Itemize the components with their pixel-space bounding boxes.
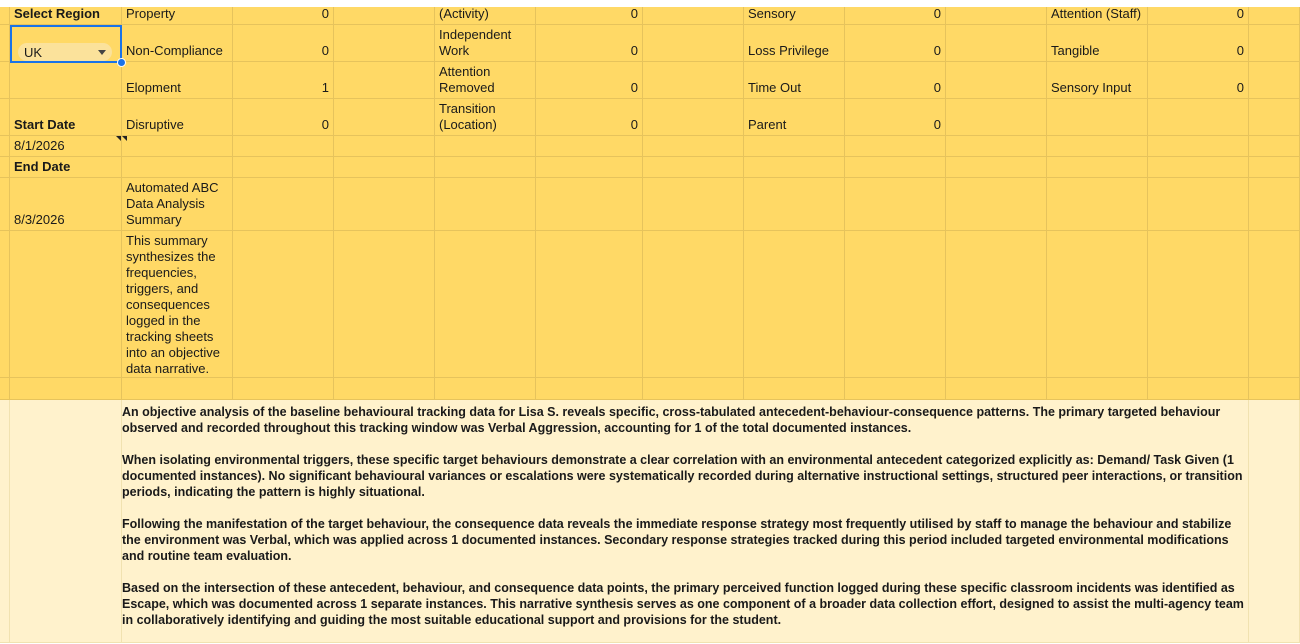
count-cell[interactable]: 0 — [845, 62, 946, 99]
sheet-cell[interactable] — [233, 178, 334, 231]
sheet-cell[interactable] — [946, 136, 1047, 157]
sheet-cell[interactable] — [435, 157, 536, 178]
sheet-cell[interactable] — [536, 136, 643, 157]
sheet-cell[interactable] — [1148, 231, 1249, 378]
sheet-cell[interactable] — [1047, 157, 1148, 178]
end-date-value[interactable]: 8/3/2026 — [10, 178, 122, 231]
sheet-cell[interactable] — [643, 231, 744, 378]
sheet-cell[interactable] — [1047, 178, 1148, 231]
count-cell[interactable]: 0 — [1148, 7, 1249, 25]
sheet-cell[interactable] — [1249, 231, 1300, 378]
category-cell[interactable]: Elopment — [122, 62, 233, 99]
sheet-cell[interactable] — [845, 231, 946, 378]
sheet-cell[interactable] — [1249, 178, 1300, 231]
sheet-cell[interactable] — [0, 99, 10, 136]
narrative-paragraph-3: Following the manifestation of the target behaviour, the consequence data reveals the immediate response strategy most frequently utilised by staff to manage the behaviour and stabilize the environment was Verbal, which was applied across 1 documented instances. Secondary response strategies tracked during this period included targeted environmental modifications and routine team evaluation. — [122, 517, 1232, 563]
sheet-cell[interactable] — [536, 178, 643, 231]
summary-description[interactable]: This summary synthesizes the frequencies, triggers, and consequences logged in the tracking sheets into an objective data narrative. — [122, 231, 233, 378]
sheet-cell[interactable] — [946, 99, 1047, 136]
sheet-cell[interactable] — [845, 178, 946, 231]
sheet-cell[interactable] — [334, 157, 435, 178]
sheet-cell[interactable] — [643, 378, 744, 400]
end-date-label[interactable]: End Date — [10, 157, 122, 178]
sheet-cell[interactable] — [1047, 378, 1148, 400]
sheet-cell[interactable] — [946, 7, 1047, 25]
sheet-cell[interactable] — [643, 136, 744, 157]
category-cell[interactable]: (Activity) — [435, 7, 536, 25]
sheet-cell[interactable] — [536, 157, 643, 178]
sheet-cell[interactable] — [744, 178, 845, 231]
sheet-cell[interactable] — [845, 378, 946, 400]
sheet-cell[interactable] — [233, 136, 334, 157]
sheet-cell[interactable] — [643, 178, 744, 231]
category-cell[interactable]: Disruptive — [122, 99, 233, 136]
category-cell[interactable]: Sensory Input — [1047, 62, 1148, 99]
sheet-cell[interactable] — [845, 136, 946, 157]
select-region-label[interactable]: Select Region — [10, 7, 122, 25]
sheet-cell[interactable] — [946, 178, 1047, 231]
count-cell[interactable]: 0 — [1148, 62, 1249, 99]
narrative-paragraph-2: When isolating environmental triggers, these specific target behaviours demonstrate a clear correlation with an environmental antecedent categorized explicitly as: Demand/ Task Given (1 documented instances). No significant behavioural variances or escalations were systematically recorded during alternative instructional settings, structured peer interactions, or transition periods, indicating the pattern is highly situational. — [122, 453, 1243, 499]
sheet-cell[interactable] — [643, 157, 744, 178]
sheet-cell[interactable] — [122, 136, 233, 157]
sheet-cell[interactable] — [744, 157, 845, 178]
sheet-cell[interactable] — [122, 378, 233, 400]
sheet-cell[interactable] — [122, 157, 233, 178]
grid-top-edge — [0, 0, 1300, 7]
count-cell[interactable]: 0 — [536, 25, 643, 62]
sheet-cell[interactable] — [643, 7, 744, 25]
count-cell[interactable]: 0 — [536, 99, 643, 136]
category-cell[interactable]: Independent Work — [435, 25, 536, 62]
sheet-cell[interactable] — [1249, 99, 1300, 136]
sheet-cell[interactable] — [536, 378, 643, 400]
category-cell[interactable]: Attention Removed — [435, 62, 536, 99]
sheet-cell[interactable] — [233, 157, 334, 178]
start-date-label[interactable]: Start Date — [10, 99, 122, 136]
category-cell[interactable] — [1047, 99, 1148, 136]
category-cell[interactable]: Parent — [744, 99, 845, 136]
sheet-cell[interactable] — [643, 99, 744, 136]
sheet-cell[interactable] — [1249, 378, 1300, 400]
sheet-cell[interactable] — [10, 378, 122, 400]
fill-handle[interactable] — [117, 58, 126, 67]
count-cell[interactable]: 0 — [536, 62, 643, 99]
sheet-cell[interactable] — [1249, 157, 1300, 178]
sheet-cell[interactable] — [0, 7, 10, 25]
sheet-cell[interactable] — [1249, 7, 1300, 25]
sheet-cell[interactable] — [334, 231, 435, 378]
narrative-summary — [122, 404, 1247, 644]
count-cell[interactable]: 0 — [233, 7, 334, 25]
category-cell[interactable]: Time Out — [744, 62, 845, 99]
sheet-cell[interactable] — [435, 136, 536, 157]
sheet-cell[interactable] — [1047, 231, 1148, 378]
sheet-cell[interactable] — [536, 231, 643, 378]
sheet-cell[interactable] — [1148, 378, 1249, 400]
count-cell[interactable]: 1 — [233, 62, 334, 99]
sheet-cell[interactable] — [334, 25, 435, 62]
sheet-cell[interactable] — [0, 178, 10, 231]
start-date-value[interactable]: 8/1/2026 — [10, 136, 122, 157]
category-cell[interactable]: Transition (Location) — [435, 99, 536, 136]
sheet-cell[interactable] — [0, 62, 10, 99]
narrative-paragraph-1: An objective analysis of the baseline behavioural tracking data for Lisa S. reveals specific, cross-tabulated antecedent-behaviour-consequence patterns. The primary targeted behaviour observed and recorded throughout this tracking window was Verbal Aggression, accounting for 1 of the total documented instances. — [122, 405, 1221, 435]
category-cell[interactable]: Sensory — [744, 7, 845, 25]
sheet-cell[interactable] — [10, 62, 122, 99]
sheet-cell[interactable] — [0, 25, 10, 62]
sheet-cell[interactable] — [435, 231, 536, 378]
category-cell[interactable]: Tangible — [1047, 25, 1148, 62]
sheet-cell[interactable] — [744, 378, 845, 400]
sheet-cell[interactable] — [845, 157, 946, 178]
sheet-cell[interactable] — [744, 231, 845, 378]
sheet-cell[interactable] — [744, 136, 845, 157]
count-cell[interactable]: 0 — [536, 7, 643, 25]
category-cell[interactable]: Property — [122, 7, 233, 25]
sheet-cell[interactable] — [435, 378, 536, 400]
sheet-cell[interactable] — [334, 136, 435, 157]
sheet-cell[interactable] — [435, 178, 536, 231]
sheet-cell[interactable] — [946, 378, 1047, 400]
count-cell[interactable]: 0 — [233, 99, 334, 136]
sheet-cell[interactable] — [1148, 136, 1249, 157]
sheet-cell[interactable] — [0, 378, 10, 400]
summary-title[interactable]: Automated ABC Data Analysis Summary — [122, 178, 233, 231]
sheet-cell[interactable] — [1249, 400, 1300, 643]
count-cell[interactable]: 0 — [845, 7, 946, 25]
sheet-cell[interactable] — [334, 7, 435, 25]
sheet-cell[interactable] — [1249, 25, 1300, 62]
count-cell[interactable]: 0 — [845, 99, 946, 136]
sheet-cell[interactable] — [334, 99, 435, 136]
region-dropdown-value: UK — [24, 44, 43, 60]
sheet-cell[interactable] — [946, 25, 1047, 62]
chevron-down-icon[interactable] — [98, 50, 106, 55]
sheet-cell[interactable] — [0, 231, 10, 378]
sheet-cell[interactable] — [0, 136, 10, 157]
category-cell[interactable]: Attention (Staff) — [1047, 7, 1148, 25]
region-dropdown[interactable] — [18, 43, 112, 61]
count-cell[interactable] — [1148, 99, 1249, 136]
sheet-cell[interactable] — [1047, 136, 1148, 157]
sheet-cell[interactable] — [643, 62, 744, 99]
sheet-cell[interactable] — [1148, 178, 1249, 231]
count-cell[interactable]: 0 — [233, 25, 334, 62]
sheet-cell[interactable] — [0, 157, 10, 178]
sheet-cell[interactable] — [0, 400, 10, 643]
sheet-cell[interactable] — [946, 62, 1047, 99]
narrative-paragraph-4: Based on the intersection of these antecedent, behaviour, and consequence data points, the primary perceived function logged during these specific classroom incidents was identified as Escape, which was documented across 1 separate instances. This narrative synthesis serves as one component of a broader data collection effort, designed to assist the multi-agency team in collaboratively identifying and guiding the most suitable educational support and provisions for the student. — [122, 581, 1244, 627]
sheet-cell[interactable] — [1148, 157, 1249, 178]
sheet-cell[interactable] — [946, 157, 1047, 178]
sheet-cell[interactable] — [334, 178, 435, 231]
category-cell[interactable]: Non-Compliance — [122, 25, 233, 62]
sheet-cell[interactable] — [233, 231, 334, 378]
sheet-cell[interactable] — [334, 378, 435, 400]
count-cell[interactable]: 0 — [1148, 25, 1249, 62]
count-cell[interactable]: 0 — [845, 25, 946, 62]
sheet-cell[interactable] — [10, 400, 122, 643]
sheet-cell[interactable] — [643, 25, 744, 62]
sheet-cell[interactable] — [1249, 136, 1300, 157]
sheet-cell[interactable] — [946, 231, 1047, 378]
sheet-cell[interactable] — [334, 62, 435, 99]
sheet-cell[interactable] — [233, 378, 334, 400]
sheet-cell[interactable] — [1249, 62, 1300, 99]
sheet-cell[interactable] — [10, 231, 122, 378]
category-cell[interactable]: Loss Privilege — [744, 25, 845, 62]
